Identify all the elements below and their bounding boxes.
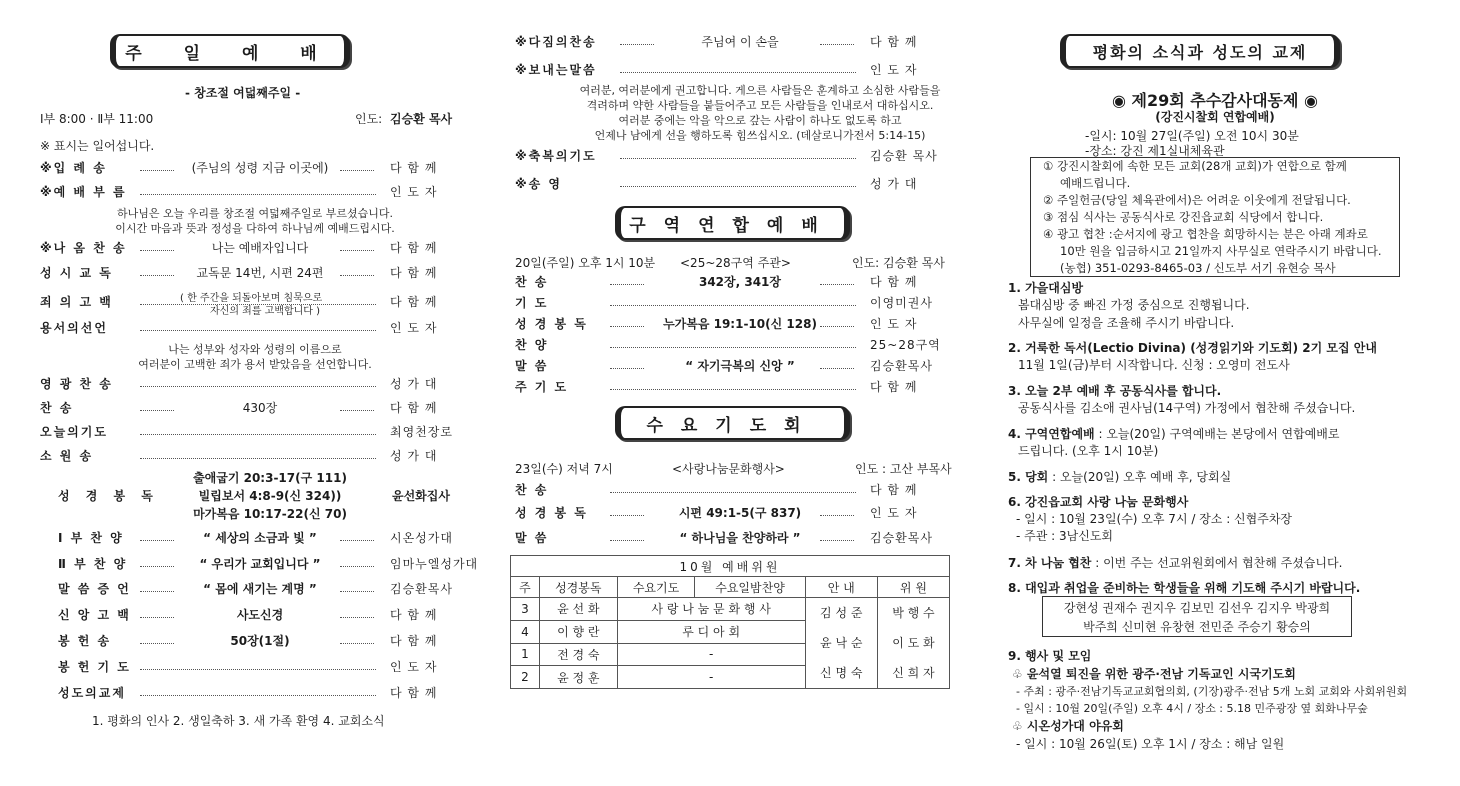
entry-performer: 다 함 께 [390, 295, 438, 309]
wednesday-time: 23일(수) 저녁 7시 [515, 462, 613, 476]
festival-place: -장소: 강진 제1실내체육관 [1085, 144, 1225, 158]
entry-performer: 인 도 자 [870, 317, 918, 331]
guide-cell [805, 598, 877, 689]
entry-label: ※축복의기도 [515, 149, 597, 163]
festival-info-line: ② 주일헌금(당일 체육관에서)은 어려운 이웃에게 전달됩니다. [1043, 193, 1351, 207]
leader-dots [620, 158, 856, 159]
leader-dots [140, 540, 174, 541]
leader-dots [140, 591, 174, 592]
pardon-text-2: 여러분이 고백한 죄가 용서 받았음을 선언합니다. [138, 358, 372, 371]
entry-performer: 김승환목사 [870, 359, 933, 373]
leader-dots [140, 386, 376, 387]
entry-label: 봉 헌 기 도 [58, 660, 131, 674]
wednesday-event: <사랑나눔문화행사> [672, 462, 785, 476]
entry-label: ※입 례 송 [40, 161, 107, 175]
festival-subtitle: (강진시찰회 연합예배) [1155, 110, 1275, 124]
fellowship-items: 1. 평화의 인사 2. 생일축하 3. 새 가족 환영 4. 교회소식 [92, 714, 385, 728]
entry-label: 봉 헌 송 [58, 634, 112, 648]
entry-performer: 다 함 께 [870, 275, 918, 289]
festival-info-line: 예배드립니다. [1060, 176, 1131, 190]
leader-dots [140, 410, 174, 411]
guide-name: 윤 낙 순 [820, 636, 863, 650]
entry-label: ※다짐의찬송 [515, 35, 597, 49]
news-7-rest: : 이번 주는 선교위원회에서 협찬해 주셨습니다. [1091, 556, 1343, 570]
leader-dots [140, 275, 174, 276]
entry-content: “ 자기극복의 신앙 ” [685, 359, 795, 373]
entry-performer: 임마누엘성가대 [390, 557, 479, 571]
leader-dots [140, 170, 174, 171]
entry-label: 용서의선언 [40, 321, 108, 335]
entry-content: 나는 예배자입니다 [211, 241, 309, 255]
table-row [511, 598, 950, 621]
news-9-title: 9. 행사 및 모임 [1008, 649, 1092, 663]
district-worship-title: 구역연합예배 [615, 206, 850, 240]
leader-dots [340, 540, 374, 541]
leader-dots [610, 515, 644, 516]
festival-info-line: (농협) 351-0293-8465-03 / 신도부 서기 유현승 목사 [1060, 261, 1336, 275]
october-worship-committee-table [510, 555, 950, 689]
entry-label: 찬 양 [515, 338, 549, 352]
sending-text-4: 언제나 남에게 선을 행하도록 힘쓰십시오. (데살로니가전서 5:14-15) [594, 129, 926, 142]
entry-content: “ 하나님을 찬양하라 ” [679, 531, 801, 545]
entry-performer: 다 함 께 [390, 634, 438, 648]
entry-performer: 시온성가대 [390, 531, 453, 545]
entry-label: 기 도 [515, 296, 549, 310]
leader-dots [820, 515, 854, 516]
entry-performer: 다 함 께 [390, 608, 438, 622]
entry-content: “ 세상의 소금과 빛 ” [203, 531, 317, 545]
leader-dots [140, 695, 376, 696]
wednesday-leader: 인도 : 고산 부목사 [855, 462, 952, 476]
news-4-title: 4. 구역연합예배 [1008, 427, 1095, 441]
leader-dots [620, 72, 856, 73]
sunday-worship-column [0, 0, 490, 786]
sending-text-2: 격려하며 약한 사람들을 붙들어주고 모든 사람들을 인내로서 대하십시오. [586, 99, 934, 112]
table-title: 10월 예배위원 [511, 556, 950, 577]
festival-info-line: 10만 원을 입금하시고 21일까지 사무실로 연락주시기 바랍니다. [1060, 244, 1382, 258]
guide-name: 신 명 숙 [820, 666, 863, 680]
entry-performer: 성 가 대 [870, 177, 918, 191]
district-and-wednesday-column [490, 0, 990, 786]
leader-dots [140, 434, 376, 435]
news-9-a-title: ♧ 윤석열 퇴진을 위한 광주·전남 기독교인 시국기도회 [1012, 667, 1296, 681]
entry-performer: 다 함 께 [870, 483, 918, 497]
entry-content: “ 몸에 새기는 계명 ” [203, 582, 317, 596]
leader-dots [620, 44, 654, 45]
entry-performer: 인 도 자 [390, 185, 438, 199]
entry-label: 말 씀 [515, 531, 549, 545]
call-to-worship-text-1: 하나님은 오늘 우리를 창조절 여덟째주일로 부르셨습니다. [116, 207, 393, 220]
table-cell: 4 [511, 620, 540, 643]
entry-label: 오늘의기도 [40, 425, 108, 439]
table-header-cell: 성경봉독 [539, 577, 617, 598]
table-header-cell: 수요기도 [617, 577, 695, 598]
festival-info-line: ④ 광고 협찬 :순서지에 광고 협찬을 희망하시는 분은 아래 계좌로 [1043, 227, 1368, 241]
leader-dots [340, 250, 374, 251]
news-8-title: 8. 대입과 취업을 준비하는 학생들을 위해 기도해 주시기 바랍니다. [1008, 581, 1361, 595]
entry-label: Ⅰ 부 찬 양 [58, 531, 124, 545]
entry-performer: 다 함 께 [390, 266, 438, 280]
entry-performer: 다 함 께 [870, 380, 918, 394]
festival-title: ◉ 제29회 추수감사대동제 ◉ [1111, 91, 1318, 110]
wednesday-prayer-title: 수요기도회 [615, 406, 850, 440]
scripture-label: 성 경 봉 독 [58, 489, 159, 503]
news-4-line-a: 드립니다. (오후 1시 10분) [1018, 444, 1159, 458]
news-9-a-line-2: - 일시 : 10월 20일(주일) 오후 4시 / 장소 : 5.18 민주광장 옆 회화나무숲 [1016, 702, 1368, 715]
guide-name: 박 행 수 [892, 606, 935, 620]
leader-dots [140, 330, 376, 331]
table-cell: 윤 정 훈 [539, 666, 617, 689]
entry-performer: 김승환목사 [870, 531, 933, 545]
entry-label: 찬 송 [515, 275, 549, 289]
leader-dots [140, 566, 174, 567]
leader-dots [610, 492, 856, 493]
leader-dots [610, 347, 856, 348]
leader-dots [140, 669, 376, 670]
sending-text-3: 여러분 중에는 악을 악으로 갚는 사람이 하나도 없도록 하고 [618, 114, 902, 127]
entry-performer: 다 함 께 [390, 161, 438, 175]
confession-text-1: ( 한 주간을 되돌아보며 침묵으로 [180, 293, 323, 304]
leader-dots [820, 284, 854, 285]
leader-dots [610, 368, 644, 369]
table-cell: 3 [511, 598, 540, 621]
district-leader: 인도: 김승환 목사 [852, 256, 945, 270]
entry-label: 소 원 송 [40, 449, 94, 463]
table-header-cell: 안 내 [805, 577, 877, 598]
news-6-line-b: - 주관 : 3남신도회 [1016, 529, 1114, 543]
entry-label: 주 기 도 [515, 380, 569, 394]
entry-content: 누가복음 19:1-10(신 128) [663, 317, 817, 331]
guide-name: 김 성 준 [820, 606, 863, 620]
subtitle: - 창조절 여덟째주일 - [185, 86, 301, 100]
news-5-line [1008, 468, 1231, 485]
table-cell: 루 디 아 회 [617, 620, 805, 643]
festival-info-line: ③ 점심 식사는 공동식사로 강진읍교회 식당에서 합니다. [1043, 210, 1324, 224]
entry-performer: 다 함 께 [390, 686, 438, 700]
entry-performer: 성 가 대 [390, 377, 438, 391]
entry-label: 말 씀 [515, 359, 549, 373]
entry-label: ※나 옴 찬 송 [40, 241, 127, 255]
leader-dots [340, 170, 374, 171]
scripture-2: 빌립보서 4:8-9(신 324)) [198, 489, 342, 503]
table-header-cell: 위 원 [877, 577, 949, 598]
leader-dots [820, 44, 854, 45]
scripture-1: 출애굽기 20:3-17(구 111) [193, 471, 347, 485]
entry-performer: 인 도 자 [390, 321, 438, 335]
leader-dots [620, 186, 856, 187]
news-1-line-b: 사무실에 일정을 조율해 주시기 바랍니다. [1018, 316, 1235, 330]
entry-label: ※예 배 부 름 [40, 185, 127, 199]
news-9-b-title: ♧ 시온성가대 야유회 [1012, 719, 1124, 733]
news-3-title: 3. 오늘 2부 예배 후 공동식사를 합니다. [1008, 384, 1222, 398]
leader-dots [610, 326, 644, 327]
entry-content: 50장(1절) [230, 634, 290, 648]
leader-dots [140, 617, 174, 618]
leader-dots [140, 458, 376, 459]
news-title: 평화의 소식과 성도의 교제 [1060, 34, 1340, 68]
leader-name: 김승환 목사 [390, 112, 453, 126]
news-2-title: 2. 거룩한 독서(Lectio Divina) (성경읽기와 기도회) 2기 모집 안내 [1008, 341, 1377, 355]
entry-performer: 최영천장로 [390, 425, 453, 439]
entry-performer: 다 함 께 [390, 241, 438, 255]
sunday-worship-title: 주 일 예 배 [110, 34, 350, 68]
leader-dots [140, 250, 174, 251]
entry-content: (주님의 성령 지금 이곳에) [191, 161, 329, 175]
leader-dots [340, 410, 374, 411]
guide-cell [877, 598, 949, 689]
news-3-line-a: 공동식사를 김소애 권사님(14구역) 가정에서 협찬해 주셨습니다. [1018, 401, 1356, 415]
table-cell: 전 경 숙 [539, 643, 617, 666]
confession-text-2: 자신의 죄를 고백합니다 ) [210, 306, 321, 317]
entry-label: 신 앙 고 백 [58, 608, 131, 622]
entry-label: 죄 의 고 백 [40, 295, 113, 309]
news-1-title: 1. 가을대심방 [1008, 281, 1084, 295]
pardon-text-1: 나는 성부와 성자와 성령의 이름으로 [168, 343, 342, 356]
leader-dots [820, 540, 854, 541]
leader-dots [340, 275, 374, 276]
leader-dots [820, 326, 854, 327]
entry-content: 사도신경 [236, 608, 284, 622]
leader-label: 인도: [355, 112, 383, 126]
leader-dots [610, 305, 856, 306]
entry-label: ※송 영 [515, 177, 563, 191]
table-cell: - [617, 643, 805, 666]
entry-performer: 김승환 목사 [870, 149, 938, 163]
sending-text-1: 여러분, 여러분에게 권고합니다. 게으른 사람들은 훈계하고 소심한 사람들을 [579, 84, 941, 97]
news-5-rest: : 오늘(20일) 오후 예배 후, 당회실 [1048, 470, 1232, 484]
stand-note: ※ 표시는 일어섭니다. [40, 139, 155, 153]
entry-label: 성 시 교 독 [40, 266, 113, 280]
leader-dots [140, 643, 174, 644]
entry-performer: 김승환목사 [390, 582, 453, 596]
leader-dots [340, 591, 374, 592]
entry-performer: 이영미권사 [870, 296, 933, 310]
entry-content: 시편 49:1-5(구 837) [678, 506, 802, 520]
table-header-row [511, 577, 950, 598]
entry-performer: 인 도 자 [870, 506, 918, 520]
entry-performer: 인 도 자 [390, 660, 438, 674]
district-time: 20일(주일) 오후 1시 10분 [515, 256, 656, 270]
news-7-title: 7. 차 나눔 협찬 [1008, 556, 1092, 570]
entry-performer: 인 도 자 [870, 63, 918, 77]
call-to-worship-text-2: 이시간 마음과 뜻과 정성을 다하여 하나님께 예배드립시다. [115, 222, 395, 235]
entry-label: 성도의교제 [58, 686, 126, 700]
table-cell: 이 향 란 [539, 620, 617, 643]
entry-label: 성 경 봉 독 [515, 506, 588, 520]
entry-performer: 성 가 대 [390, 449, 438, 463]
entry-label: 찬 송 [40, 401, 74, 415]
table-cell: 윤 선 화 [539, 598, 617, 621]
table-header-cell: 수요일밤찬양 [695, 577, 805, 598]
festival-date: -일시: 10월 27일(주일) 오전 10시 30분 [1085, 129, 1299, 143]
district-host: <25~28구역 주관> [680, 256, 791, 270]
news-9-b-line-1: - 일시 : 10월 26일(토) 오후 1시 / 장소 : 해남 일원 [1016, 737, 1285, 751]
entry-label: 성 경 봉 독 [515, 317, 588, 331]
scripture-3: 마가복음 10:17-22(신 70) [193, 507, 347, 521]
leader-dots [140, 194, 376, 195]
entry-content: 430장 [242, 401, 278, 415]
entry-label: Ⅱ 부 찬 양 [58, 557, 128, 571]
leader-dots [610, 284, 644, 285]
entry-performer: 25~28구역 [870, 338, 941, 352]
entry-label: ※보내는말씀 [515, 63, 597, 77]
guide-name: 신 희 자 [892, 666, 935, 680]
news-column [990, 0, 1460, 786]
entry-label: 찬 송 [515, 483, 549, 497]
leader-dots [340, 566, 374, 567]
table-cell: - [617, 666, 805, 689]
entry-content: 교독문 14번, 시편 24편 [196, 266, 324, 280]
news-6-title: 6. 강진읍교회 사랑 나눔 문화행사 [1008, 495, 1189, 509]
table-header-cell: 주 [511, 577, 540, 598]
news-4-rest: : 오늘(20일) 구역예배는 본당에서 연합예배로 [1094, 427, 1340, 441]
leader-dots [610, 389, 856, 390]
table-cell: 1 [511, 643, 540, 666]
news-5-title: 5. 당회 [1008, 470, 1049, 484]
table-cell: 사 랑 나 눔 문 화 행 사 [617, 598, 805, 621]
students-names-1: 강현성 권재수 권지우 김보민 김선우 김지우 박광희 [1063, 601, 1331, 615]
news-4-line [1008, 425, 1339, 442]
news-7-line [1008, 554, 1342, 571]
entry-content: 342장, 341장 [698, 275, 782, 289]
news-9-a-line-1: - 주최 : 광주·전남기독교교회협의회, (기장)광주·전남 5개 노회 교회와 사회위원회 [1016, 685, 1408, 698]
scripture-reader: 윤선화집사 [392, 489, 450, 503]
guide-name: 이 도 화 [892, 636, 935, 650]
leader-dots [610, 540, 644, 541]
festival-info-line: ① 강진시찰회에 속한 모든 교회(28개 교회)가 연합으로 함께 [1043, 159, 1347, 173]
table-cell: 2 [511, 666, 540, 689]
news-6-line-a: - 일시 : 10월 23일(수) 오후 7시 / 장소 : 신협주차장 [1016, 512, 1293, 526]
entry-label: 영 광 찬 송 [40, 377, 113, 391]
news-2-line-a: 11월 1일(금)부터 시작합니다. 신청 : 오영미 전도사 [1018, 358, 1290, 372]
service-times: Ⅰ부 8:00 · Ⅱ부 11:00 [40, 112, 154, 126]
news-1-line-a: 봄대심방 중 빠진 가정 중심으로 진행됩니다. [1018, 298, 1250, 312]
entry-content: 주님여 이 손을 [701, 35, 779, 49]
entry-label: 말 씀 증 언 [58, 582, 131, 596]
entry-performer: 다 함 께 [870, 35, 918, 49]
leader-dots [820, 368, 854, 369]
leader-dots [340, 617, 374, 618]
entry-performer: 다 함 께 [390, 401, 438, 415]
leader-dots [340, 643, 374, 644]
entry-content: “ 우리가 교회입니다 ” [199, 557, 321, 571]
students-names-2: 박주희 신미현 유창현 전민준 주승기 황승의 [1083, 620, 1311, 634]
